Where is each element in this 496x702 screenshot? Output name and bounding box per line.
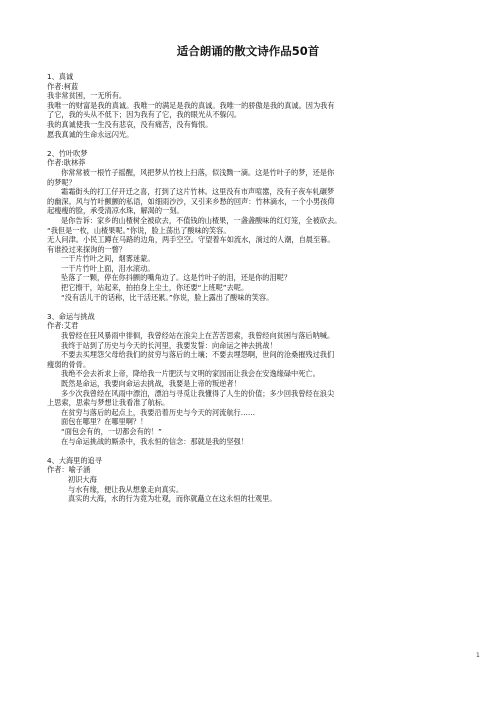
paragraph-line: 我的真诚使我一生没有悲哀，没有痛苦，没有悔恨。 xyxy=(47,119,213,129)
page-number: 1 xyxy=(476,652,480,659)
paragraph-line: 一干片竹叶之间，烟雾迷蒙。 xyxy=(61,254,155,264)
paragraph-line: “没有活儿干的话称，比干活还累。”你说，脸上露出了酸味的笑容。 xyxy=(61,292,274,302)
section-heading: 2、竹叶吹梦 xyxy=(47,148,88,158)
paragraph-line: 初识大海 xyxy=(68,474,97,484)
paragraph-line: 是你告诉：家乡的山楂树全被砍去，不值钱的山楂果，一盏盏酸味的红灯笼，全被砍去。 xyxy=(61,215,342,225)
paragraph-line: 的幽深。风与竹叶颤颤的私语，如细雨沙沙，又引来乡愁的回声：竹林滴水，一个小男孩仰 xyxy=(47,196,335,206)
paragraph-line: 我终于站到了历史与今天的长河里，我要发誓：向命运之神去挑战！ xyxy=(61,340,277,350)
paragraph-line: 了它，我的头从不低下；因为我有了它，我的眼光从不躲闪。 xyxy=(47,110,242,120)
paragraph-line: 愿我真诚的生命永远闪光。 xyxy=(47,129,134,139)
paragraph-line: 有谁投过来探询的一瞥？ xyxy=(47,244,127,254)
paragraph-line: 面包在哪里？在哪里啊？！ xyxy=(61,417,148,427)
document-body xyxy=(47,72,465,504)
paragraph-line: 不要去买埋怨父母给我们的贫穷与落后的土壤；不要去埋怨啊，世间的沧桑摧残过我们 xyxy=(61,350,335,360)
paragraph-line: 无人问津。小民工蹲在马路的边角，两手空空。守望着车如流水，淌过的人潮，自晨至暮。 xyxy=(47,235,335,245)
section-heading: 4、大海里的追寻 xyxy=(47,455,102,465)
paragraph-line: 起瘦瘦的脸，承受清凉水珠，解渴的一刻。 xyxy=(47,206,184,216)
paragraph-line: 瘦弱的骨骨。 xyxy=(47,359,91,369)
paragraph-line: 既然是命运，我要向命运去挑战，我要是上帝的叛逆者！ xyxy=(61,379,241,388)
paragraph-line: 多少次我曾经在风雨中漂泊，漂泊与寻觅让我懂得了人生的价值；多少回我曾经在浪尖 xyxy=(61,388,335,398)
section-gap xyxy=(47,446,465,456)
paragraph-line: 在与命运挑战的厮杀中，我永恒的信念：那就是我的坚强！ xyxy=(61,436,248,446)
section-heading: 1、真诚 xyxy=(47,72,74,81)
paragraph-line: 真实的大海，水的行为竟为壮观，而你就矗立在这永恒的壮观里。 xyxy=(68,494,277,504)
paragraph-line: 上思索，思索与梦想让我看准了航标。 xyxy=(47,398,170,408)
paragraph-line: “面包会有的，一切都会有的！” xyxy=(61,426,162,436)
section-4 xyxy=(47,456,465,504)
paragraph-line: 在贫穷与落后的起点上，我要沿着历史与今天的河流航行…… xyxy=(61,407,256,417)
section-author: 作者:艾君 xyxy=(47,321,79,331)
section-author: 作者:柯蓝 xyxy=(47,81,79,91)
paragraph-line: 把它擦干，站起来，拍拍身上尘土，你还要“上班呢”去呢。 xyxy=(61,283,249,293)
paragraph-line: 与水有缘，便让我从想象走向真实。 xyxy=(68,484,184,494)
section-gap xyxy=(47,302,465,312)
document-title: 适合朗诵的散文诗作品50首 xyxy=(176,44,320,58)
section-author: 作者：喻子涵 xyxy=(47,465,91,475)
section-author: 作者:耿林莽 xyxy=(47,158,86,168)
section-gap xyxy=(47,139,465,149)
paragraph-line: 我曾经在狂风暴雨中徘徊，我曾经站在浪尖上在苦苦思索，我曾经向贫困与落后呐喊。 xyxy=(61,331,335,341)
paragraph-line: 霜霜街头的打工仔开迁之喜，打到了这片竹林。这里没有市声喧嚣，没有子夜车轧碾梦 xyxy=(61,187,335,197)
paragraph-line: “我但是一枚，山楂果呢。”你说，脸上荡出了酸味的笑容。 xyxy=(47,225,231,235)
paragraph-line: 我非常贫困，一无所有。 xyxy=(47,91,127,101)
paragraph-line: 一干片竹叶上面，泪水滚动。 xyxy=(61,263,155,273)
paragraph-line: 你常常被一根竹子摇醒，风把梦从竹枝上扫落，似浅黝一滴。这是竹叶子的梦，还是你 xyxy=(61,167,335,177)
section-1 xyxy=(47,72,465,139)
section-2 xyxy=(47,149,465,303)
paragraph-line: 坠落了一颗，停在你抖颤的嘴角边了。这是竹叶子的泪，还是你的泪呢？ xyxy=(61,273,292,283)
paragraph-line: 我唯一的财富是我的真诚。我唯一的满足是我的真诚。我唯一的骄傲是我的真诚。因为我有 xyxy=(47,100,335,110)
paragraph-line: 的梦呢？ xyxy=(47,177,76,187)
section-heading: 3、命运与挑战 xyxy=(47,311,95,321)
paragraph-line: 我绝不会去祈求上帝，降给我一片肥沃与文明的家园而让我会在安逸缘碌中死亡。 xyxy=(61,369,320,379)
section-3 xyxy=(47,312,465,446)
